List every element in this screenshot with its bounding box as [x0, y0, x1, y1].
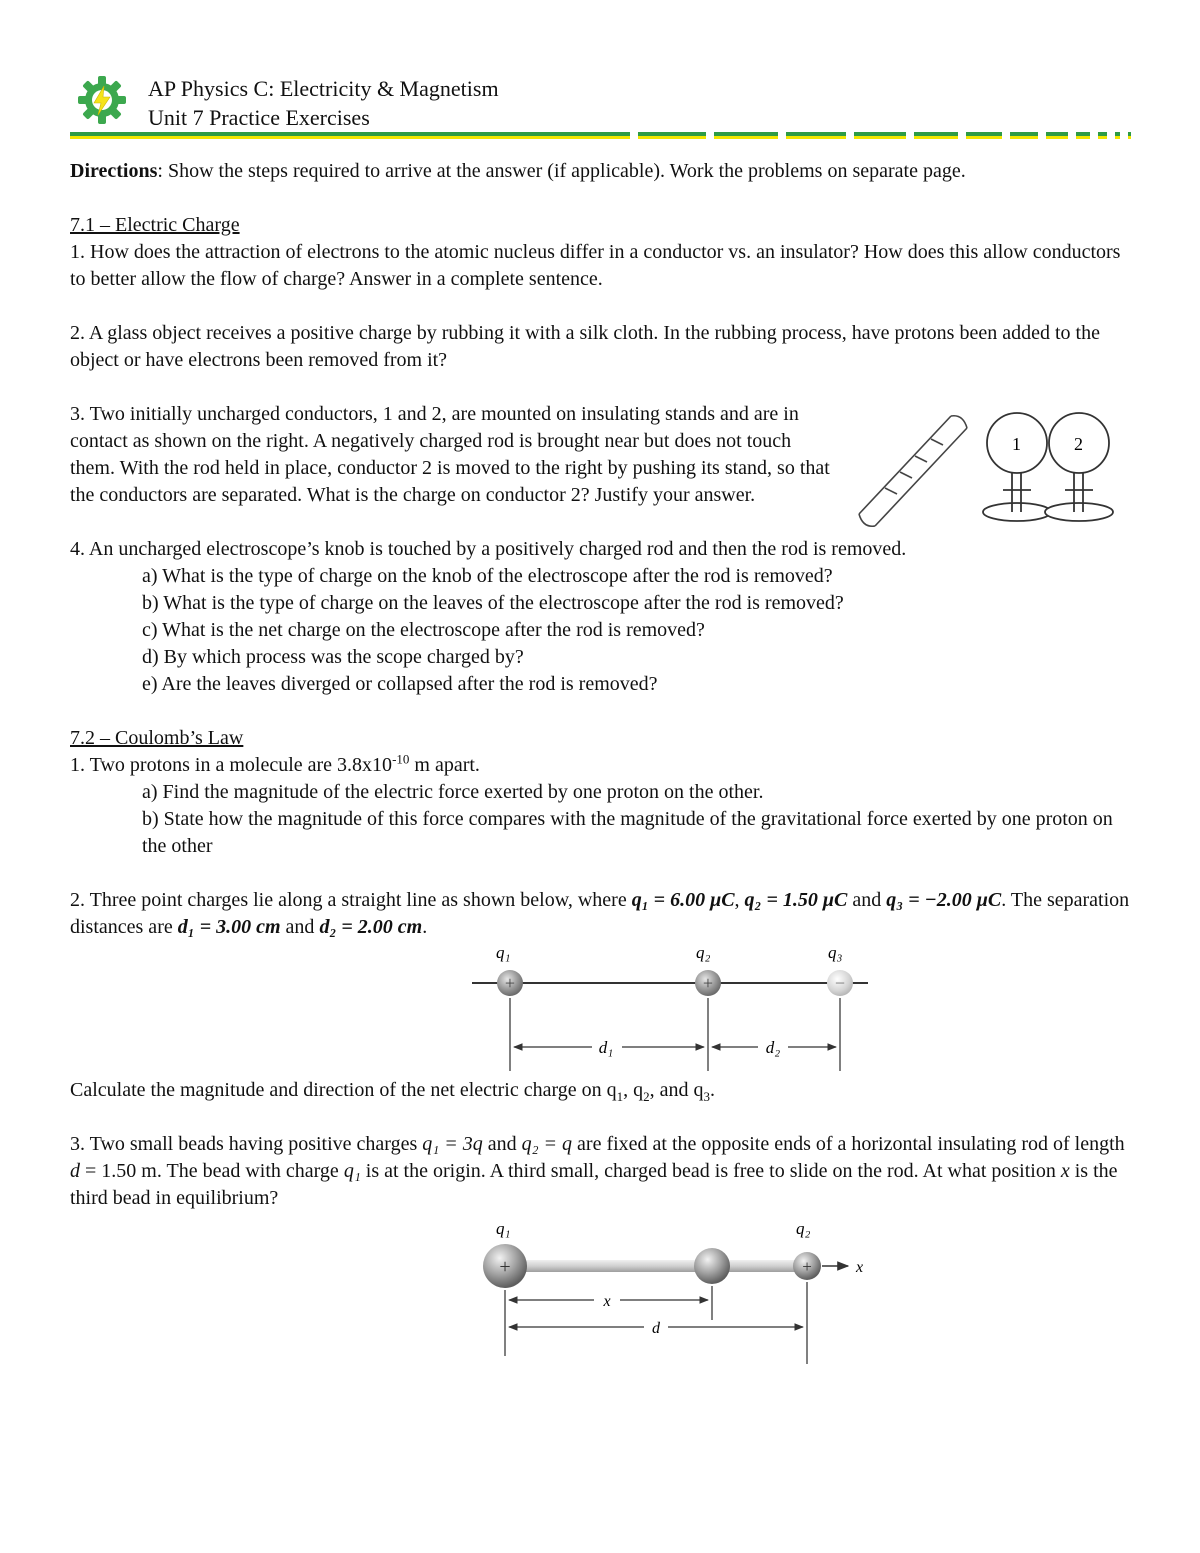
svg-text:−: − — [834, 973, 846, 993]
beads-on-rod-figure — [410, 1216, 890, 1366]
question-7-2-1-part-a: a) Find the magnitude of the electric force exerted by one proton on the other. — [142, 781, 764, 803]
bead-q1-label: q₁ — [496, 1219, 511, 1238]
svg-text:+: + — [802, 1257, 812, 1276]
q1-label: q₁ — [496, 943, 511, 962]
d2-label: d₂ — [765, 1038, 781, 1057]
question-7-2-3: 3. Two small beads having positive charges q₁ = 3q and q₂ = q are fixed at the opposite ends of a horizontal insulating rod of length d = 1.50 m. The bead with charge q₁ is at the origin. A third small, charged bead is free to slide on the rod. At what position x is the third bead in equilibrium? — [70, 1133, 1125, 1209]
conductors-rod-figure — [855, 406, 1130, 532]
x-distance-label: x — [603, 1293, 611, 1310]
question-7-2-2: 2. Three point charges lie along a straight line as shown below, where q₁ = 6.00 μC, q₂ = 1.50 μC and q₃ = −2.00 μC. The separation distances are d₁ = 3.00 cm and d₂ = 2.00 cm. — [70, 889, 1130, 938]
d-distance-label: d — [652, 1320, 660, 1337]
question-7-1-4-part-b: b) What is the type of charge on the leaves of the electroscope after the rod is removed? — [142, 592, 844, 614]
svg-text:+: + — [702, 973, 714, 993]
header — [76, 70, 1146, 150]
q2-label: q₂ — [696, 943, 711, 962]
q3-label: q₃ — [828, 943, 843, 962]
svg-text:+: + — [499, 1256, 511, 1278]
point-charges-figure — [400, 943, 846, 1073]
question-7-2-1-part-b: b) State how the magnitude of this force compares with the magnitude of the gravitational force exerted by one proton on the other — [142, 808, 1113, 857]
svg-text:+: + — [504, 973, 516, 993]
question-7-2-2-prompt: Calculate the magnitude and direction of the net electric charge on $q_1$, $q_2$, and $q_3$. — [70, 1079, 716, 1104]
course-title: AP Physics C: Electricity & Magnetism — [148, 76, 499, 101]
unit-title: Unit 7 Practice Exercises — [148, 105, 370, 130]
insulating-rod — [502, 1260, 807, 1272]
question-7-1-4-part-a: a) What is the type of charge on the knob of the electroscope after the rod is removed? — [142, 565, 833, 587]
bead-third — [694, 1248, 730, 1284]
gear-logo-icon — [76, 74, 128, 126]
question-7-1-4-part-d: d) By which process was the scope charged by? — [142, 646, 524, 668]
directions — [70, 158, 1130, 185]
section-7-1-title: 7.1 – Electric Charge — [70, 214, 240, 236]
question-7-1-3: 3. Two initially uncharged conductors, 1 and 2, are mounted on insulating stands and are in contact as shown on the right. A negatively charged rod is brought near but does not touch them. With the rod held in place, conductor 2 is moved to the right by pushing its stand, so that the conductors are separated. What is the charge on conductor 2? Justify your answer. — [70, 403, 830, 506]
section-7-2-title: 7.2 – Coulomb’s Law — [70, 727, 244, 749]
bead-q2-label: q₂ — [796, 1219, 811, 1238]
question-7-1-2: 2. A glass object receives a positive charge by rubbing it with a silk cloth. In the rubbing process, have protons been added to the object or have electrons been removed from it? — [70, 322, 1100, 371]
question-7-1-4: 4. An uncharged electroscope’s knob is touched by a positively charged rod and then the rod is removed. — [70, 538, 907, 560]
header-divider — [70, 131, 1140, 141]
question-7-2-1: 1. Two protons in a molecule are $3.8x10^{-10}$ m apart. — [70, 751, 480, 776]
x-axis-label: x — [856, 1259, 864, 1276]
question-7-1-1: 1. How does the attraction of electrons to the atomic nucleus differ in a conductor vs. an insulator? How does this allow conductors to better allow the flow of charge? Answer in a complete sentence. — [70, 241, 1121, 290]
directions-text: : Show the steps required to arrive at the answer (if applicable). Work the problems on separate page. — [157, 160, 966, 182]
conductor-1-label: 1 — [1012, 434, 1021, 454]
question-7-1-4-part-e: e) Are the leaves diverged or collapsed after the rod is removed? — [142, 673, 658, 695]
question-7-1-4-part-c: c) What is the net charge on the electroscope after the rod is removed? — [142, 619, 705, 641]
conductor-2-label: 2 — [1074, 434, 1083, 454]
d1-label: d₁ — [598, 1038, 614, 1057]
worksheet-body — [70, 158, 1130, 1366]
directions-label: Directions — [70, 160, 158, 182]
